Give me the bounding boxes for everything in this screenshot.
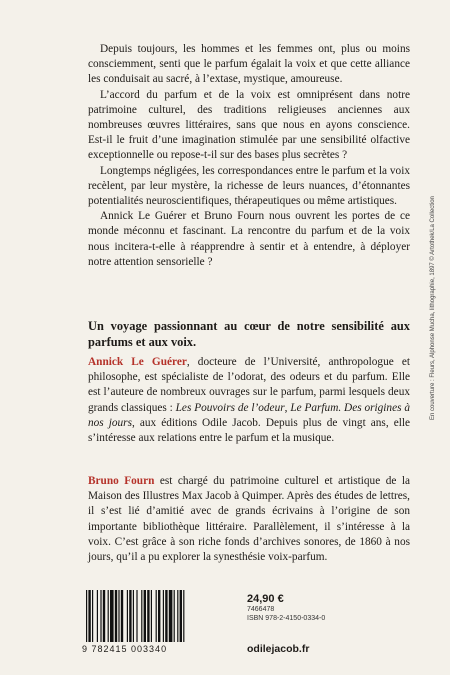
book-title-1: Les Pouvoirs de l’odeur — [175, 401, 285, 414]
price-block — [247, 593, 325, 623]
price: 24,90 € — [247, 593, 284, 605]
intro-paragraph-1: Depuis toujours, les hommes et les femmes ont, plus ou moins consciemment, senti que le parfum égalait la voix et que cette alliance les conduisait au sacré, à l’extase, mystique, amoureuse. — [88, 43, 410, 86]
book-title-2: Le Parfum. Des origines à nos jours — [88, 401, 410, 429]
barcode — [82, 590, 232, 650]
author-bio-1 — [88, 355, 410, 446]
cover-credit: En couverture : Fleurs, Alphonse Mucha, lithographie, 1897 © Artothek/La Collection — [430, 196, 436, 420]
author-name-2: Bruno Fourn — [88, 475, 155, 487]
tagline: Un voyage passionnant au cœur de notre sensibilité aux parfums et aux voix. — [88, 319, 410, 349]
isbn: ISBN 978-2-4150-0334-0 — [247, 615, 326, 622]
barcode-bars — [82, 590, 232, 642]
bio1-text-b: , aux éditions Odile Jacob. Depuis plus de vingt ans, elle s’intéresse aux relations entre le parfum et la musique. — [88, 416, 411, 445]
barcode-digits: 9 782415 003340 — [82, 644, 168, 654]
bio2-text: est chargé du patrimoine culturel et artistique de la Maison des Illustres Max Jacob à Quimper. Après des études de lettres, il s’est lié d’amitié avec de grands écrivains à l’origine de son importante bibliothèque littéraire. Parallèlement, il s’intéresse à la voix. C’est grâce à son riche fonds d’archives sonores, de 1860 à nos jours, qu’il a pu explorer la synesthésie voix-parfum. — [88, 475, 411, 564]
product-code: 7466478 — [247, 606, 275, 613]
author-name-1: Annick Le Guérer — [88, 356, 187, 368]
intro-paragraph-2: L’accord du parfum et de la voix est omniprésent dans notre patrimoine culturel, des traditions religieuses anciennes aux nombreuses œuvres littéraires, sans que nous en ayons conscience. Est-il le fruit d’une imagination stimulée par une sensibilité olfactive exceptionnelle ou repose-t-il sur des bases plus secrètes ? — [88, 88, 410, 162]
bio1-text-a: , docteure de l’Université, anthropologue et philosophe, est spécialiste de l’odorat, des odeurs et du parfum. Elle est l’auteure de nombreux ouvrages sur le parfum, parmi lesquels deux grands classiques : — [88, 356, 410, 414]
intro-section — [88, 42, 410, 270]
publisher-website: odilejacob.fr — [247, 643, 310, 655]
author-bio-2 — [88, 474, 410, 565]
intro-paragraph-3: Longtemps négligées, les correspondances entre le parfum et la voix recèlent, par leur mystère, la richesse de leurs nuances, d’étonnantes potentialités neuroscientifiques, thérapeutiques ou même artistiques. — [88, 164, 410, 208]
bio1-separator: , — [284, 401, 291, 414]
intro-paragraph-4: Annick Le Guérer et Bruno Fourn nous ouvrent les portes de ce monde méconnu et fascinant. La rencontre du parfum et de la voix nous incitera-t-elle à réapprendre à sentir et à entendre, à déployer notre attention sensorielle ? — [88, 210, 410, 268]
